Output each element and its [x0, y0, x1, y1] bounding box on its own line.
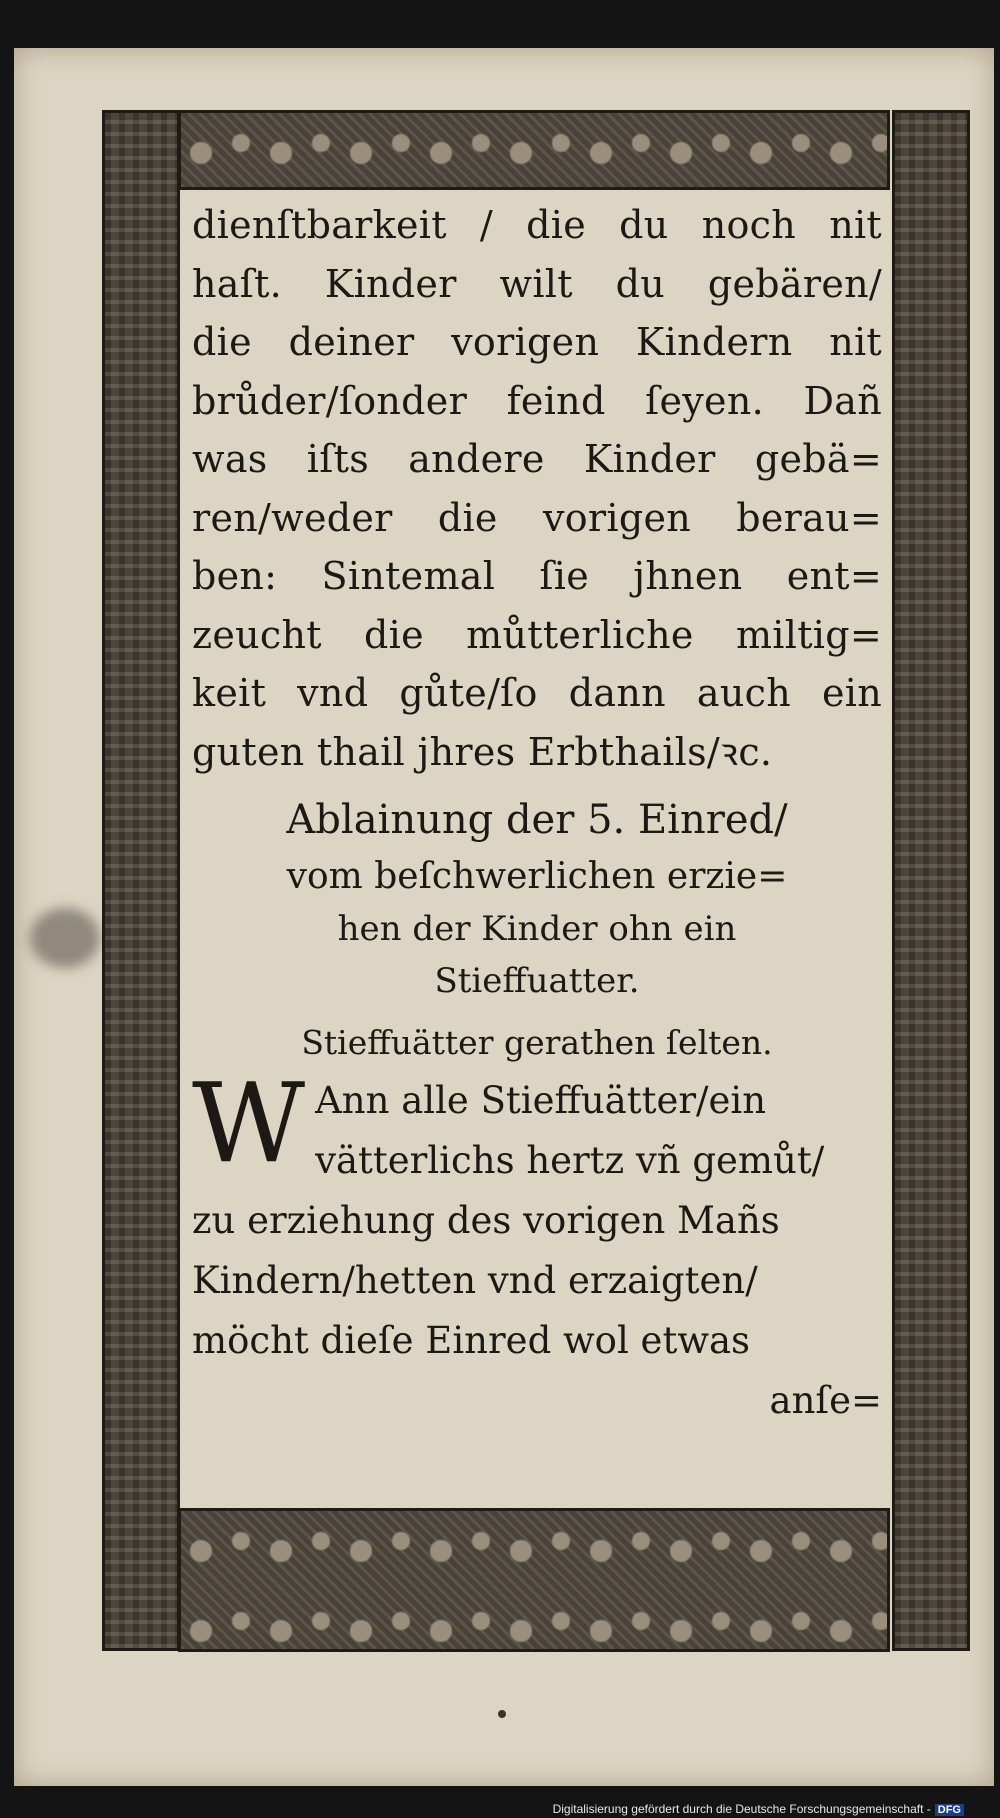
page-speck: [498, 1710, 506, 1718]
text-line: haſt. Kinder wilt du gebären/: [192, 261, 882, 306]
heading-subtitle-line: Stieffuatter.: [434, 961, 640, 1001]
drop-cap: W: [192, 1059, 306, 1187]
text-line: ben: Sintemal ſie jhnen ent=: [192, 554, 882, 598]
text-line: brůder/ſonder feind ſeyen. Dañ: [192, 378, 882, 423]
footer-text: Digitalisierung gefördert durch die Deutsche Forschungsgemeinschaft -: [552, 1802, 931, 1816]
heading-subtitle-line: hen der Kinder ohn ein: [337, 909, 737, 949]
marginal-note: Stieffuätter gerathen ſelten.: [301, 1023, 773, 1062]
paragraph-line: Kindern/hetten vnd erzaigten/: [192, 1259, 758, 1302]
text-line: ren/weder die vorigen berau=: [192, 495, 882, 540]
paragraph: [192, 1059, 882, 1431]
paragraph-line: zu erziehung des vorigen Mañs: [192, 1199, 780, 1242]
text-line: keit vnd gůte/ſo dann auch ein: [192, 671, 882, 715]
paragraph-line: vätterlichs hertz vñ gemůt/: [315, 1139, 825, 1182]
text-block: [192, 196, 882, 1431]
catchword: anſe=: [769, 1379, 882, 1422]
dfg-logo: DFG: [935, 1804, 964, 1816]
section-heading: Ablainung der 5. Einred/: [286, 797, 788, 843]
text-line: was iſts andere Kinder gebä=: [192, 437, 882, 481]
top-ornamental-border: [178, 110, 890, 190]
right-ornamental-border: [892, 110, 970, 1651]
page-stain: [30, 908, 100, 968]
paragraph-line: möcht dieſe Einred wol etwas: [192, 1319, 751, 1362]
left-ornamental-border: [102, 110, 180, 1651]
heading-subtitle-line: vom beſchwerlichen erzie=: [286, 856, 788, 897]
text-line: guten thail jhres Erbthails/ꝛc.: [192, 729, 773, 774]
paragraph-line: Ann alle Stieffuätter/ein: [315, 1079, 767, 1122]
digitization-footer: [553, 1802, 964, 1816]
bottom-ornamental-border: [178, 1508, 890, 1652]
text-line: zeucht die můtterliche miltig=: [192, 612, 882, 657]
text-line: die deiner vorigen Kindern nit: [192, 320, 882, 364]
text-line: dienſtbarkeit / die du noch nit: [192, 203, 882, 247]
